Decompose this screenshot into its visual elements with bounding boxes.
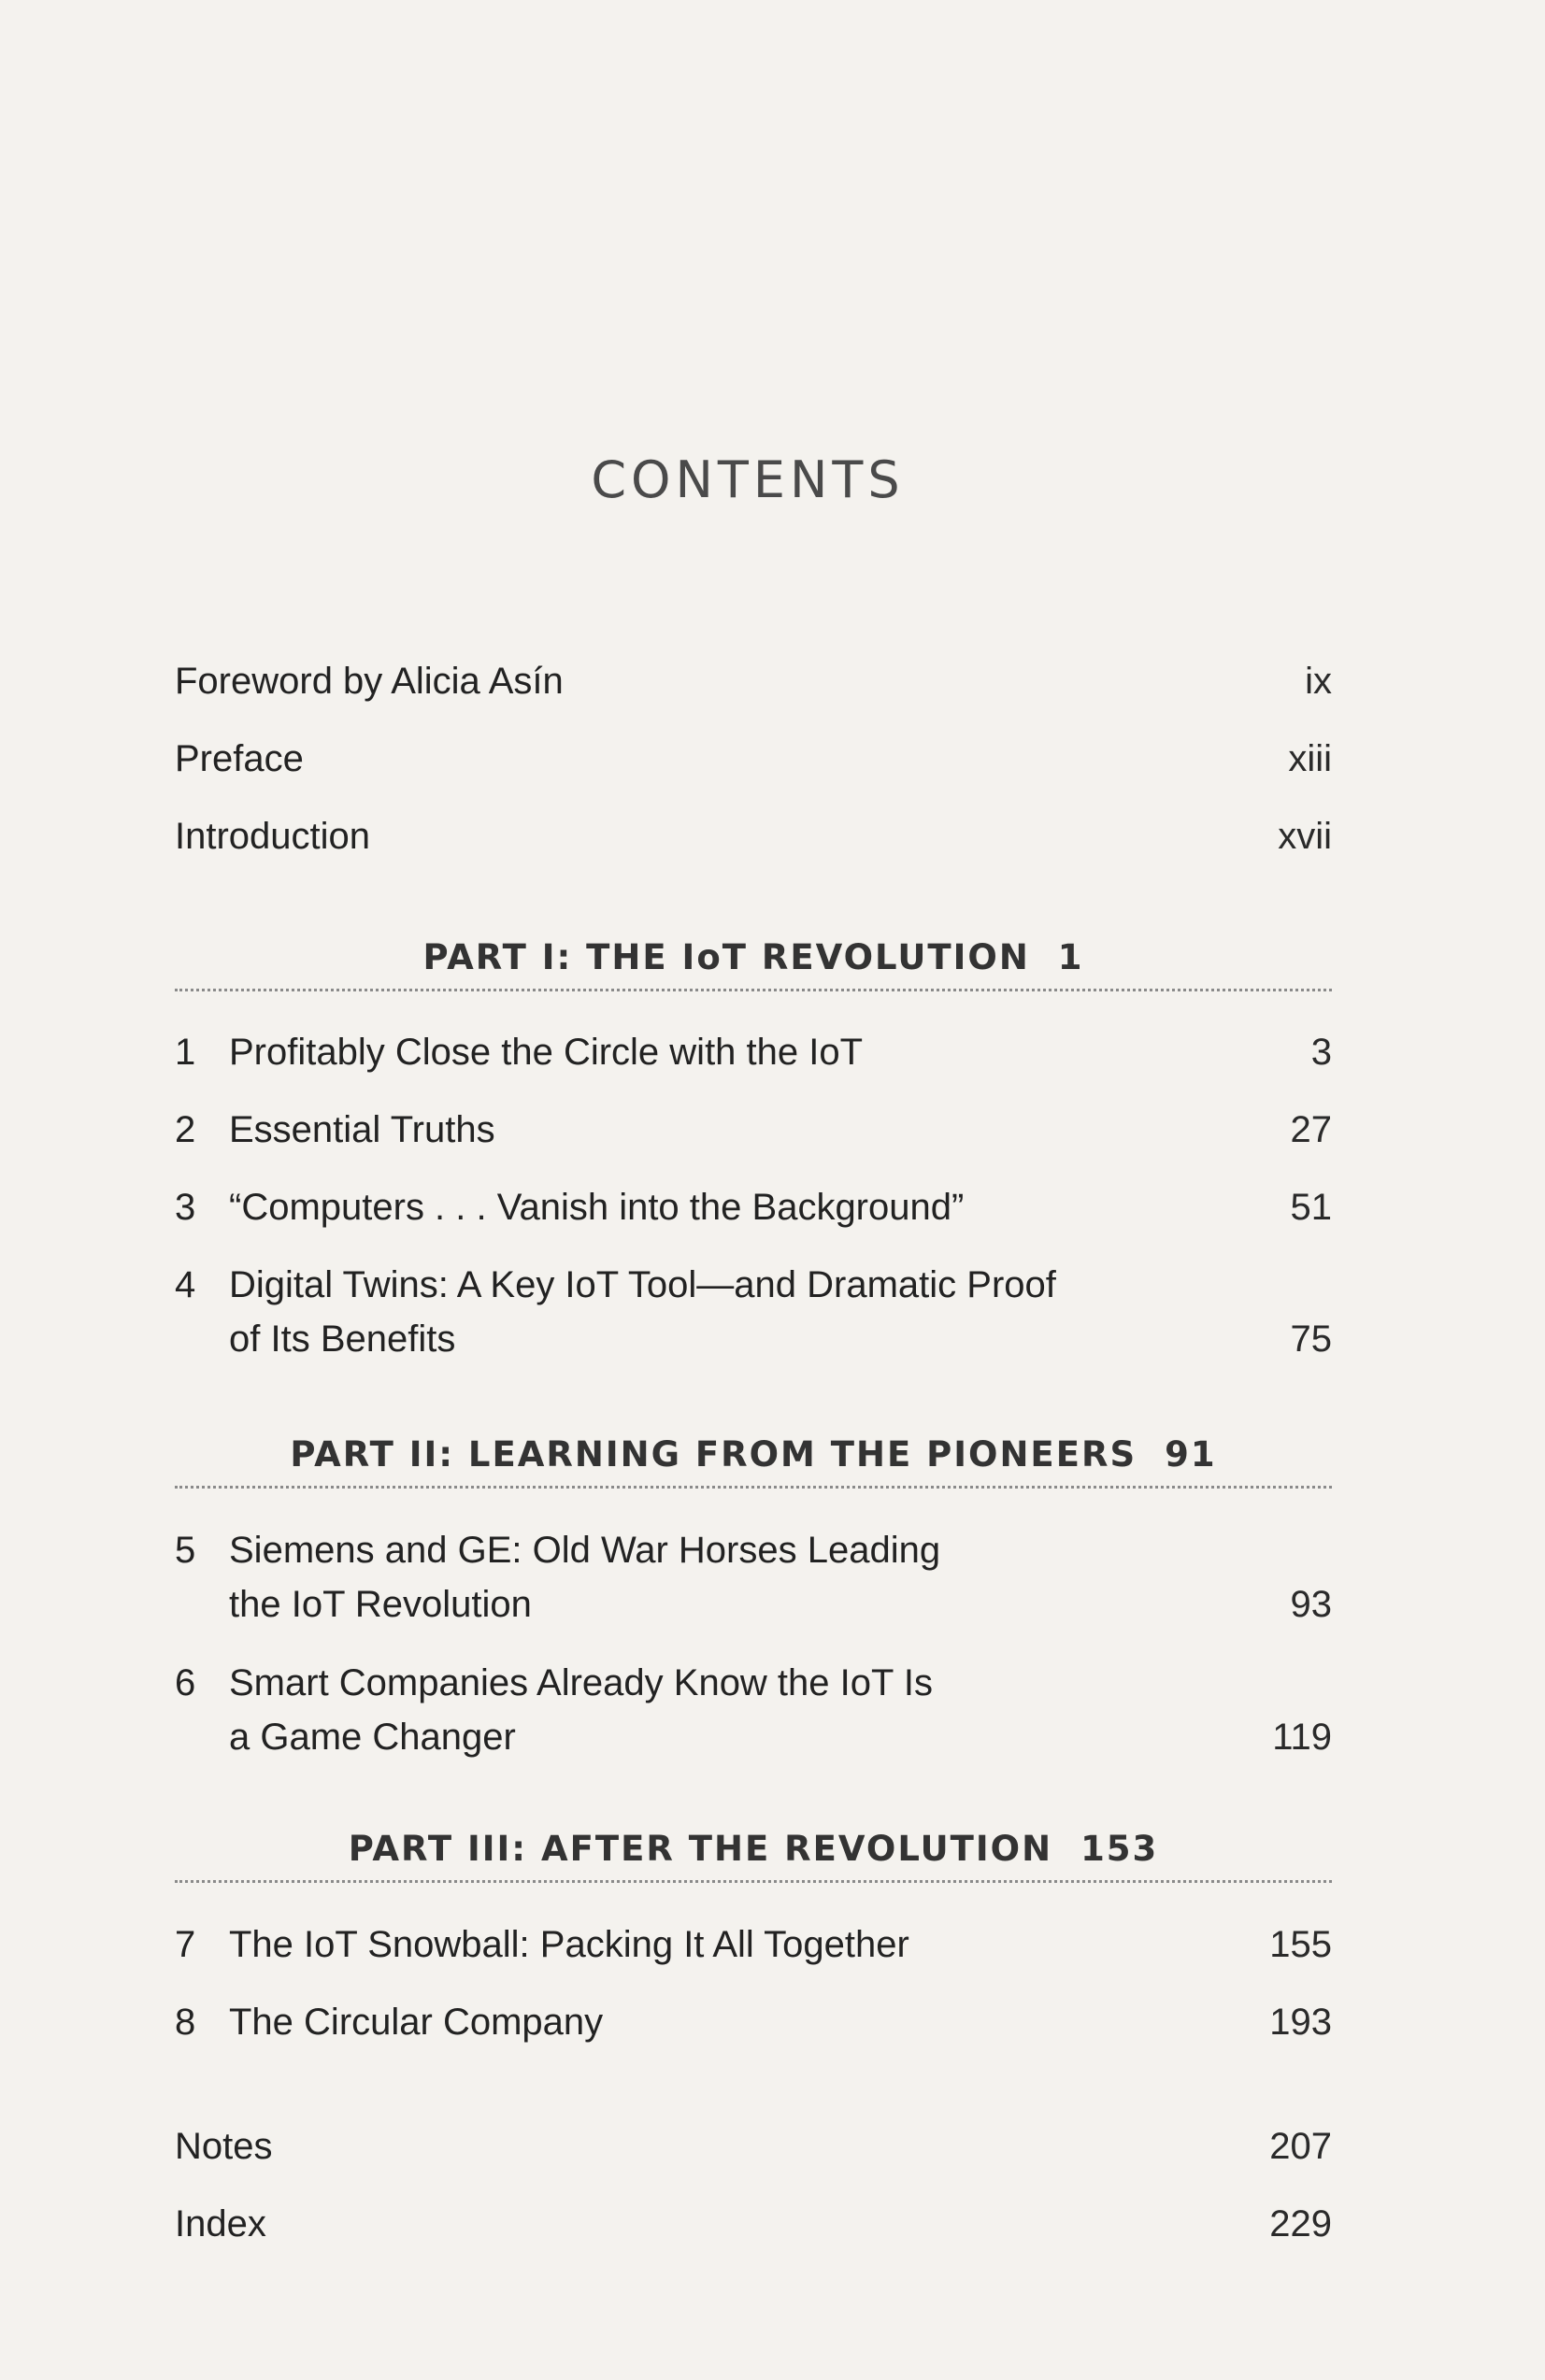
chapter-number: 8 xyxy=(175,2002,196,2043)
part-page: 1 xyxy=(1057,937,1084,977)
entry-page: 207 xyxy=(1269,2126,1332,2167)
chapter-page: 51 xyxy=(1290,1187,1332,1228)
chapter-title: “Computers . . . Vanish into the Background” xyxy=(229,1187,965,1228)
chapter-entry-7 xyxy=(175,1917,1332,1972)
dotted-divider xyxy=(175,1486,1332,1489)
chapter-entry-2 xyxy=(175,1103,1332,1157)
chapter-number: 3 xyxy=(175,1187,196,1228)
chapter-title: The Circular Company xyxy=(229,2002,604,2043)
dotted-divider xyxy=(175,989,1332,991)
entry-label: Foreword by Alicia Asín xyxy=(175,661,564,702)
chapter-number: 4 xyxy=(175,1264,196,1305)
chapter-number: 6 xyxy=(175,1662,196,1703)
part-label: PART I: THE IoT REVOLUTION xyxy=(422,937,1030,977)
chapter-entry-3 xyxy=(175,1180,1332,1234)
entry-page: xvii xyxy=(1278,816,1332,857)
entry-label: Preface xyxy=(175,738,304,779)
chapter-number: 1 xyxy=(175,1032,196,1073)
chapter-title: Profitably Close the Circle with the IoT xyxy=(229,1032,864,1073)
part-label: PART II: LEARNING FROM THE PIONEERS xyxy=(290,1434,1137,1475)
chapter-page: 27 xyxy=(1290,1109,1332,1150)
chapter-entry-4 xyxy=(175,1258,1332,1366)
entry-label: Index xyxy=(175,2203,266,2245)
entry-label: Introduction xyxy=(175,816,371,857)
chapter-number: 7 xyxy=(175,1924,196,1965)
chapter-page: 155 xyxy=(1269,1924,1332,1965)
chapter-title: Essential Truths xyxy=(229,1109,495,1150)
entry-page: ix xyxy=(1305,661,1332,702)
part-heading-2 xyxy=(175,1434,1332,1475)
part-heading-1 xyxy=(175,937,1332,977)
chapter-title: Siemens and GE: Old War Horses Leading the IoT Revolution xyxy=(229,1530,941,1625)
chapter-title: Digital Twins: A Key IoT Tool—and Dramatic Proof of Its Benefits xyxy=(229,1264,1056,1360)
entry-label: Notes xyxy=(175,2126,273,2167)
chapter-page: 193 xyxy=(1269,2002,1332,2043)
entry-page: xiii xyxy=(1288,738,1332,779)
chapter-entry-8 xyxy=(175,1995,1332,2049)
chapter-number: 5 xyxy=(175,1530,196,1571)
chapter-entry-5 xyxy=(175,1523,1332,1632)
part-page: 153 xyxy=(1080,1829,1159,1869)
entry-page: 229 xyxy=(1269,2203,1332,2245)
part-label: PART III: AFTER THE REVOLUTION xyxy=(348,1829,1053,1869)
chapter-page: 93 xyxy=(1290,1584,1332,1625)
chapter-page: 119 xyxy=(1272,1717,1332,1758)
chapter-title: The IoT Snowball: Packing It All Together xyxy=(229,1924,909,1965)
chapter-title: Smart Companies Already Know the IoT Is a Game Changer xyxy=(229,1662,933,1758)
dotted-divider xyxy=(175,1880,1332,1883)
page-title: CONTENTS xyxy=(591,450,905,509)
chapter-page: 75 xyxy=(1290,1318,1332,1360)
part-page: 91 xyxy=(1165,1434,1217,1475)
part-heading-3 xyxy=(175,1829,1332,1869)
chapter-entry-1 xyxy=(175,1025,1332,1079)
chapter-page: 3 xyxy=(1310,1032,1332,1073)
chapter-entry-6 xyxy=(175,1656,1332,1764)
chapter-number: 2 xyxy=(175,1109,196,1150)
